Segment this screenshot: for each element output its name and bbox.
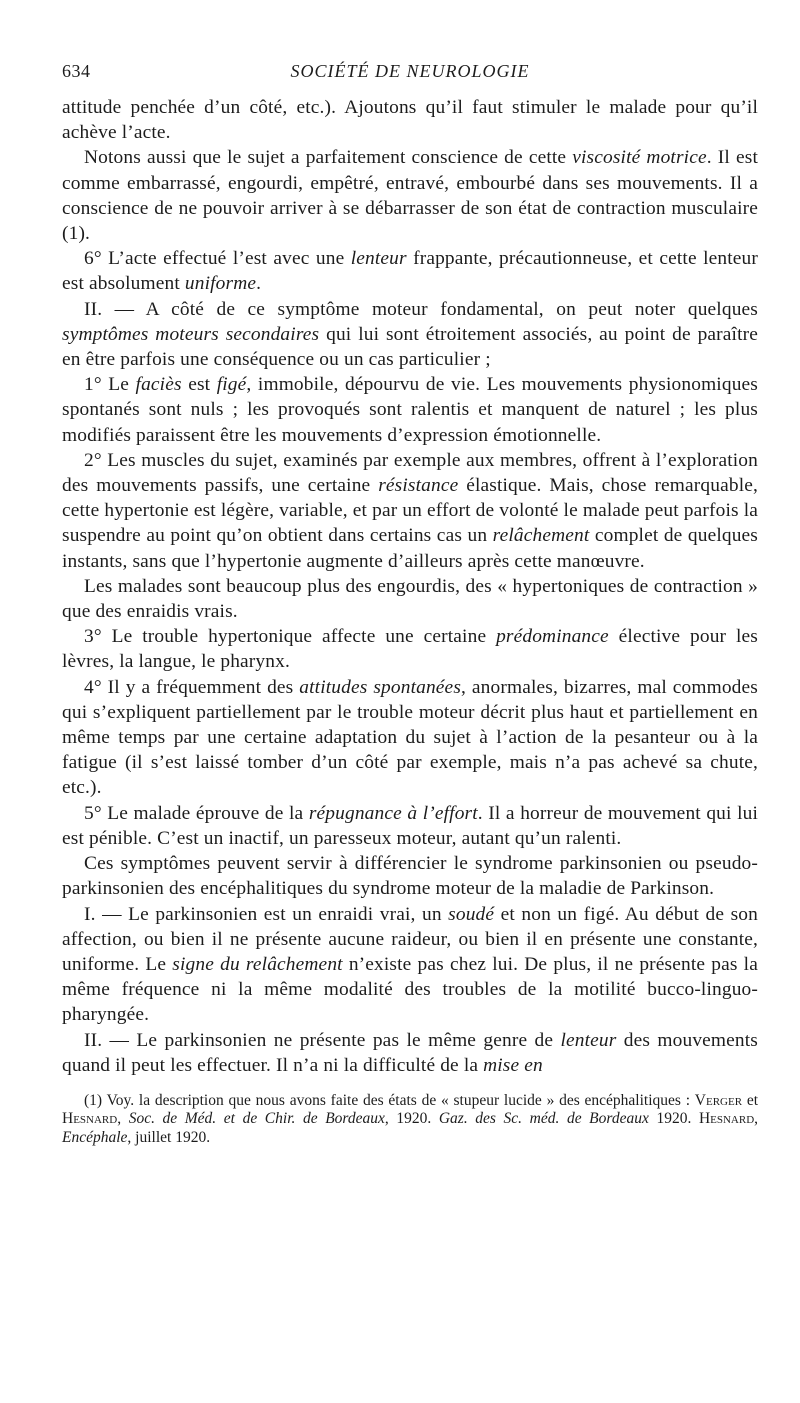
running-title: SOCIÉTÉ DE NEUROLOGIE — [290, 61, 530, 81]
paragraph — [62, 801, 758, 851]
text-run: , — [117, 1110, 129, 1128]
page-number: 634 — [62, 61, 91, 81]
paragraph — [62, 574, 758, 624]
italic-emphasis: Gaz. des Sc. méd. de Bordeaux — [438, 1110, 649, 1128]
text-run: 1920. — [648, 1110, 699, 1128]
paragraph — [62, 1028, 758, 1078]
text-run: II. — A côté de ce symptôme moteur fondamental, on peut noter quelques — [84, 298, 758, 320]
italic-emphasis: uniforme — [184, 273, 257, 295]
running-head — [62, 55, 758, 87]
text-run: 2° Les muscles du sujet, examinés par exemple aux membres, offrent à l’exploration des mouvements passifs, une certaine — [62, 449, 758, 497]
text-run: élective pour les lèvres, la langue, le pharynx. — [62, 626, 759, 673]
italic-emphasis: faciès — [135, 374, 182, 396]
paragraph — [62, 902, 758, 1028]
text-run: , anormales, bizarres, mal commodes qui s’expliquent partiellement par le trouble moteur décrit plus haut et partiellement en même temps par une certaine adaptation du sujet à l’action de la pesanteur ou à la fatigue (il s’est laissé tomber d’un côté par exemple, mais n’a pas achevé sa chute, etc.). — [62, 676, 758, 799]
text-run: 3° Le trouble hypertonique affecte une certaine — [84, 626, 497, 648]
text-run: 4° Il y a fréquemment des — [84, 676, 300, 698]
text-run: frappante, précautionneuse, et cette lenteur est absolument — [62, 248, 758, 295]
paragraph — [62, 145, 758, 246]
paragraph — [62, 624, 758, 674]
text-run: 6° L’acte effectué l’est avec une — [84, 248, 351, 270]
paragraph — [62, 95, 758, 145]
text-run: Ces symptômes peuvent servir à différencier le syndrome parkinsonien ou pseudo-parkinsonien des encéphalitiques du syndrome moteur de la maladie de Parkinson. — [62, 853, 758, 900]
text-run: Notons aussi que le sujet a parfaitement conscience de cette — [84, 147, 573, 169]
text-run: I. — Le parkinsonien est un enraidi vrai, un — [84, 903, 449, 925]
paragraph — [62, 297, 758, 373]
paragraph — [62, 372, 758, 448]
paragraph — [62, 448, 758, 574]
text-run: II. — Le parkinsonien ne présente pas le même genre de — [84, 1029, 561, 1051]
text-run: . Il a horreur de mouvement qui lui est pénible. C’est un inactif, un paresseux moteur, autant qu’un ralenti. — [62, 802, 758, 849]
body-text — [62, 95, 758, 1078]
italic-emphasis: répugnance à l’effort — [308, 802, 478, 824]
author-name: Hesnard — [698, 1110, 755, 1128]
text-run: , immobile, dépourvu de vie. Les mouvements physionomiques spontanés sont nuls ; les provoqués sont ralentis et manquent de naturel ; les plus modifiés paraissent être les mouvements d’expression émotionnelle. — [62, 374, 758, 446]
text-run: et non un figé. Au début de son affection, ou bien il ne présente aucune raideur, ou bien il en présente une constante, uniforme. Le — [62, 903, 759, 975]
text-run: est — [181, 374, 217, 396]
footnote-text — [62, 1092, 758, 1147]
italic-emphasis: prédominance — [496, 626, 609, 648]
text-run: 1° Le — [84, 374, 136, 396]
italic-emphasis: attitudes spontanées — [299, 676, 462, 698]
italic-emphasis: lenteur — [350, 248, 407, 270]
author-name: Hesnard — [62, 1110, 118, 1128]
text-run: . Il est comme embarrassé, engourdi, empêtré, entravé, embourbé dans ses mouvements. Il a conscience de ne pouvoir arriver à se débarrasser de son état de contraction musculaire (1). — [62, 147, 758, 245]
italic-emphasis: mise en — [483, 1054, 543, 1076]
author-name: Verger — [694, 1091, 743, 1109]
paragraph — [62, 246, 758, 296]
italic-emphasis: Soc. de Méd. et de Chir. de Bordeaux — [128, 1110, 385, 1128]
italic-emphasis: relâchement — [492, 525, 590, 547]
italic-emphasis: lenteur — [560, 1029, 617, 1051]
text-run: . — [256, 273, 262, 295]
italic-emphasis: figé — [216, 374, 247, 396]
text-run: qui lui sont étroitement associés, au point de paraître en être parfois une conséquence ou un cas particulier ; — [62, 323, 758, 371]
text-run: , — [754, 1110, 759, 1128]
paragraph — [62, 675, 758, 801]
text-run: , juillet 1920. — [127, 1128, 211, 1146]
text-run: complet de quelques instants, sans que l’hypertonie augmente d’ailleurs après cette manœuvre. — [62, 525, 759, 572]
italic-emphasis: résistance — [378, 475, 459, 497]
text-run: et — [742, 1091, 759, 1109]
text-run: n’existe pas chez lui. De plus, il ne présente pas la même fréquence ni la même modalité des troubles de la motilité bucco-linguo-pharyngée. — [62, 953, 758, 1026]
italic-emphasis: Encéphale — [62, 1128, 128, 1146]
text-run: des mouvements quand il peut les effectuer. Il n’a ni la difficulté de la — [62, 1029, 759, 1076]
text-run: 5° Le malade éprouve de la — [84, 802, 309, 824]
italic-emphasis: viscosité motrice — [572, 147, 707, 169]
book-page — [62, 55, 758, 1147]
italic-emphasis: symptômes moteurs secondaires — [62, 323, 320, 345]
footnote — [62, 1092, 758, 1147]
text-run: Les malades sont beaucoup plus des engourdis, des « hypertoniques de contraction » que des enraidis vrais. — [62, 575, 758, 623]
paragraph — [62, 851, 758, 901]
text-run: attitude penchée d’un côté, etc.). Ajoutons qu’il faut stimuler le malade pour qu’il achève l’acte. — [62, 97, 758, 144]
text-run: (1) Voy. la description que nous avons faite des états de « stupeur lucide » des encéphalitiques : — [84, 1091, 695, 1109]
text-run: , 1920. — [384, 1110, 439, 1128]
italic-emphasis: soudé — [448, 903, 495, 925]
text-run: élastique. Mais, chose remarquable, cette hypertonie est légère, variable, et par un effort de volonté le malade peut parfois la suspendre au point qu’on obtient dans certains cas un — [62, 475, 758, 547]
italic-emphasis: signe du relâchement — [172, 953, 343, 975]
